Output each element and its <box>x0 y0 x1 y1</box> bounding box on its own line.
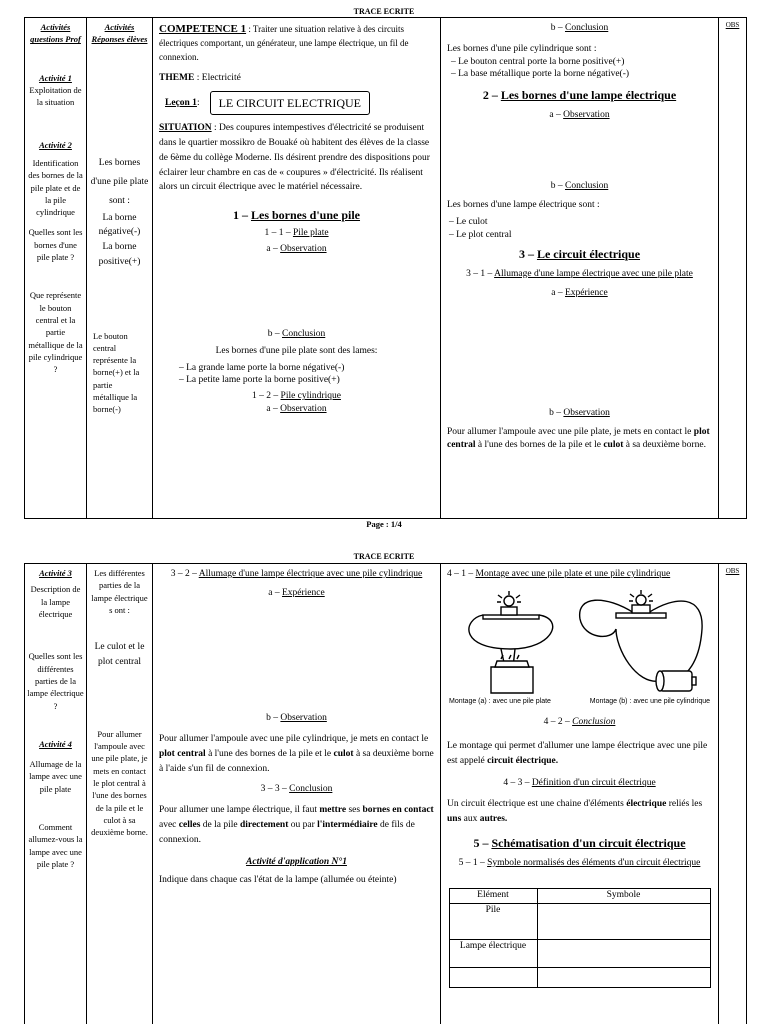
lesson-column-left-2 <box>153 564 441 1024</box>
obs-prefix: a – <box>266 244 281 255</box>
allum-3: à sa deuxième borne. <box>623 439 706 450</box>
exp-title: Expérience <box>564 287 608 298</box>
lesson-title: LE CIRCUIT ELECTRIQUE <box>210 91 370 115</box>
circuit-cylindrical-battery-icon <box>576 589 706 695</box>
s1-prefix: 1 – <box>232 208 251 223</box>
r-concl-prefix: b – <box>550 23 565 33</box>
activity-4-heading: Activité 4 <box>39 738 72 749</box>
figure-captions <box>449 697 710 706</box>
activities-column-2 <box>25 564 87 1024</box>
activity-2-heading: Activité 2 <box>39 139 72 150</box>
s2-concl-title: Conclusion <box>564 181 609 192</box>
lesson-column-left: COMPETENCE 1 : Traiter une situation relative à des circuits électriques comportant, un générateur, une lampe électrique, un fil de connexion. THEME : Electricité Leçon 1: LE CIRCUIT ELECTRIQUE SITUATION : Des coupures intempestives d'électricité se produisent dans le quartier mossikro de Bouaké où habitent des élèves de la classe de 6ème du collège Moderne. Ils désirent prendre des dispositions pour éclairer leur chambre en cas de « coupures » d'électricité. Ils réalisent alors un circuit électrique avec le matériel nécessaire. 1 – Les bornes d'une pile 1 – 1 – Pile plate a – Observation b – Conclusion Les bornes d'une pile plate sont des lames: – La grande lame porte la borne négative(-) – La petite lame porte la borne positive(+) 1 – 2 – Pile cylindrique a – Observation <box>153 18 441 519</box>
concl1-intro: Les bornes d'une pile plate sont des lames: <box>215 345 378 356</box>
d43-b3: autres. <box>479 814 508 825</box>
s42-title: Conclusion <box>572 717 616 728</box>
r-concl-title: Conclusion <box>564 23 609 33</box>
s12-title: Pile cylindrique <box>280 391 341 402</box>
question-1: Quelles sont les bornes d'une pile plate ? <box>28 227 83 263</box>
c33-2: ses <box>346 805 363 816</box>
s2-prefix: 2 – <box>482 88 501 103</box>
s31-prefix: 3 – 1 – <box>466 268 495 279</box>
concl-prefix: b – <box>267 328 282 339</box>
c33-1: Pour allumer une lampe électrique, il faut <box>159 805 320 816</box>
page-2-title: TRACE ECRITE <box>353 552 415 561</box>
allum-2: à l'une des bornes de la pile et le <box>475 439 604 450</box>
s3-title: Le circuit électrique <box>536 246 641 261</box>
cyl-1: Pour allumer l'ampoule avec une pile cylindrique, je mets en contact le <box>159 734 429 745</box>
question-3: Quelles sont les différentes parties de la lampe électrique ? <box>27 651 84 711</box>
symbols-row-pile: Pile <box>449 903 537 939</box>
caption-b: Montage (b) : avec une pile cylindrique <box>589 697 710 705</box>
s5-title: Schématisation d'un circuit électrique <box>491 835 686 850</box>
theme-label: THEME <box>159 73 195 84</box>
s2-title: Les bornes d'une lampe électrique <box>500 88 677 103</box>
activity-1-text: Exploitation de la situation <box>29 84 82 108</box>
application-title: Activité d'application N°1 <box>246 856 347 867</box>
exp-prefix: a – <box>551 287 565 298</box>
page-1-table <box>24 17 747 519</box>
page-number: Page : 1/4 <box>366 519 402 529</box>
s31-title: Allumage d'une lampe électrique avec une pile plate <box>494 268 693 279</box>
b-obs-title: Observation <box>563 408 610 419</box>
d43-3: aux <box>461 814 480 825</box>
lamp-item: – Le plot central <box>449 229 712 242</box>
s2-concl-prefix: b – <box>550 181 565 192</box>
activity-2-text: Identification des bornes de la pile plate et de la pile cylindrique <box>28 157 83 218</box>
s3-prefix: 3 – <box>518 246 537 261</box>
s51-prefix: 5 – 1 – <box>458 857 488 868</box>
lamp-intro: Les bornes d'une lampe électrique sont : <box>447 200 600 211</box>
caption-a: Montage (a) : avec une pile plate <box>449 697 551 705</box>
obs2-prefix: a – <box>266 403 281 414</box>
answer-4: Pour allumer l'ampoule avec une pile plate, je mets en contact le plot central à l'une des bornes de la pile et le culot à sa deuxième borne. <box>91 728 148 838</box>
d43-1: Un circuit électrique est une chaine d'éléments <box>447 799 627 810</box>
obs-title: Observation <box>280 244 327 255</box>
concl-title: Conclusion <box>281 328 326 339</box>
c33-b1: mettre <box>319 805 347 816</box>
obs2-title: Observation <box>280 403 327 414</box>
d43-b2: uns <box>447 814 462 825</box>
lesson-column-right-2 <box>441 564 719 1024</box>
competence-label: COMPETENCE 1 <box>159 23 247 35</box>
answer-1-neg: La borne négative(-) <box>98 212 141 238</box>
b-obs-prefix: b – <box>549 408 564 419</box>
answer-1-intro: Les bornes d'une pile plate sont : <box>90 157 149 206</box>
s11-title: Pile plate <box>292 228 329 239</box>
question-4: Comment allumez-vous la lampe avec une pile plate ? <box>28 822 83 869</box>
answer-3: Le culot et le plot central <box>94 642 145 667</box>
concl1-item: – La petite lame porte la borne positive(+) <box>179 374 434 387</box>
c33-6: de fils de connexion. <box>159 820 415 845</box>
activity-3-text: Description de la lampe électrique <box>30 584 81 619</box>
symbols-header-symbol: Symbole <box>537 888 710 903</box>
s32-prefix: 3 – 2 – <box>170 569 199 579</box>
c33-3: avec <box>159 820 179 831</box>
cyl-plot: plot central <box>159 749 206 760</box>
s2-obs-prefix: a – <box>549 110 564 121</box>
lesson-label: Leçon 1 <box>165 97 197 108</box>
allum-plot: plot central <box>447 427 710 450</box>
answer-2: Le bouton central représente la borne(+) et la partie métallique la borne(-) <box>93 330 140 415</box>
activity-4-text: Allumage de la lampe avec une pile plate <box>29 759 82 794</box>
answers-column-2 <box>87 564 153 1024</box>
circuit-figure <box>453 589 706 695</box>
situation-text: : Des coupures intempestives d'électricité se produisent dans le quartier mossikro de Bouaké où habitent des élèves de la classe de 6ème du collège Moderne. Ils désirent prendre des dispositions pour éclairer leur chambre en cas de « coupures » d'électricité. Ils réalisent alors un circuit électrique avec le matériel nécessaire. <box>159 123 430 193</box>
c33-b5: l'intermédiaire <box>317 820 378 831</box>
c33-b4: directement <box>240 820 289 831</box>
obs-column-2 <box>719 564 747 1024</box>
theme-text: : Electricité <box>194 73 241 84</box>
circuit-flat-battery-icon <box>453 589 573 695</box>
obs3-title: Observation <box>280 712 327 723</box>
s42-prefix: 4 – 2 – <box>543 717 573 728</box>
d43-2: reliés les <box>666 799 703 810</box>
s43-title: Définition d'un circuit électrique <box>531 777 656 788</box>
lamp-list <box>447 216 712 242</box>
header-reponses: Activités Réponses élèves <box>91 22 148 45</box>
r-concl-intro: Les bornes d'une pile cylindrique sont : <box>447 43 597 54</box>
symbols-row-lampe: Lampe électrique <box>449 939 537 967</box>
answers-column <box>87 18 153 519</box>
cyl-culot: culot <box>333 749 354 760</box>
answer-1-pos: La borne positive(+) <box>98 242 141 267</box>
r-concl-list <box>449 56 712 82</box>
lesson-column-right <box>441 18 719 519</box>
symbols-header-element: Elément <box>449 888 537 903</box>
s41-title: Montage avec une pile plate et une pile cylindrique <box>475 569 671 579</box>
d43-b1: électrique <box>626 799 667 810</box>
symbols-table <box>449 888 711 988</box>
s33-title: Conclusion <box>289 783 333 794</box>
situation-label: SITUATION <box>159 123 212 134</box>
s41-prefix: 4 – 1 – <box>447 569 476 579</box>
answer-3-intro: Les différentes parties de la lampe électrique s ont : <box>91 568 148 615</box>
obs-header-2: OBS <box>725 567 740 575</box>
activity-1-heading: Activité 1 <box>39 72 72 83</box>
c33-b2: bornes en contact <box>362 805 434 816</box>
cyl-3: à sa deuxième borne à l'aide s'un fil de connexion. <box>159 749 434 774</box>
page-1-title: TRACE ECRITE <box>353 7 415 16</box>
competence-text: : Traiter une situation relative à des circuits électriques comportant, un générateur, une lampe électrique, un fil de connexion. <box>159 24 409 62</box>
c42-1: Le montage qui permet d'allumer une lampe électrique avec une pile est appelé <box>447 741 708 766</box>
symbols-cell-empty <box>537 939 710 967</box>
activity-3-heading: Activité 3 <box>39 568 72 578</box>
s43-prefix: 4 – 3 – <box>503 777 532 788</box>
application-text: Indique dans chaque cas l'état de la lampe (allumée ou éteinte) <box>159 875 397 886</box>
s32-title: Allumage d'une lampe électrique avec une pile cylindrique <box>198 569 423 579</box>
concl1-item: – La grande lame porte la borne négative(-) <box>179 362 434 375</box>
activities-column <box>25 18 87 519</box>
page-2-table <box>24 563 747 1024</box>
r-concl-item: – La base métallique porte la borne négative(-) <box>451 68 712 81</box>
symbols-row-blank <box>449 967 537 987</box>
allum-1: Pour allumer l'ampoule avec une pile plate, je mets en contact le <box>447 427 694 438</box>
s11-prefix: 1 – 1 – <box>264 228 293 239</box>
c42-b: circuit électrique. <box>487 755 559 766</box>
question-2: Que représente le bouton central et la partie métallique de la pile cylindrique ? <box>28 290 83 375</box>
cyl-2: à l'une des bornes de la pile et le <box>205 749 334 760</box>
symbols-cell-empty <box>537 967 710 987</box>
allum-culot: culot <box>603 439 624 450</box>
lamp-item: – Le culot <box>449 216 712 229</box>
s5-prefix: 5 – <box>473 835 492 850</box>
page-2 <box>0 552 768 1024</box>
obs3-prefix: b – <box>266 712 281 723</box>
c33-5: ou par <box>288 820 318 831</box>
c33-b3: celles <box>178 820 201 831</box>
s51-title: Symbole normalisés des éléments d'un circuit électrique <box>487 857 701 868</box>
s1-title: Les bornes d'une pile <box>250 208 361 223</box>
c33-4: de la pile <box>200 820 240 831</box>
obs-header: OBS <box>725 21 740 29</box>
concl1-list <box>177 362 434 388</box>
symbols-cell-empty <box>537 903 710 939</box>
s2-obs-title: Observation <box>563 110 610 121</box>
s33-prefix: 3 – 3 – <box>260 783 290 794</box>
s12-prefix: 1 – 2 – <box>252 391 281 402</box>
exp2-title: Expérience <box>281 587 325 598</box>
obs-column <box>719 18 747 519</box>
exp2-prefix: a – <box>268 587 282 598</box>
header-activites: Activités questions Prof <box>30 22 81 45</box>
r-concl-item: – Le bouton central porte la borne positive(+) <box>451 56 712 69</box>
